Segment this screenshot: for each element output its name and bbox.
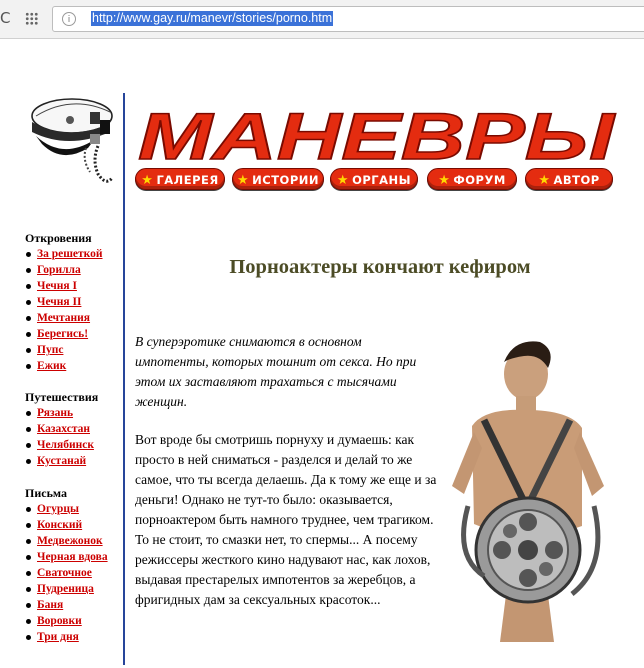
sidebar-link-item [25, 405, 98, 421]
sidebar-divider [123, 93, 125, 665]
url-text[interactable]: http://www.gay.ru/manevr/stories/porno.htm [92, 11, 333, 25]
sidebar-link-item [25, 613, 127, 629]
address-bar[interactable] [52, 6, 644, 32]
sidebar-link[interactable]: Медвежонок [37, 535, 103, 547]
sidebar-link[interactable]: Черная вдова [37, 551, 108, 563]
sidebar-link-item [25, 294, 103, 310]
sidebar-link-item [25, 629, 127, 645]
sidebar-link-item [25, 533, 127, 549]
article-photo [444, 336, 616, 642]
star-icon: ★ [438, 173, 451, 188]
sidebar-link[interactable]: Рязань [37, 407, 74, 419]
star-icon: ★ [538, 173, 551, 188]
sidebar-link[interactable]: За решеткой [37, 248, 103, 260]
sidebar-link-item [25, 421, 98, 437]
nav-button-label: ИСТОРИИ [252, 173, 320, 187]
sidebar-link-item [25, 597, 127, 613]
sidebar-link[interactable]: Сваточное [37, 567, 92, 579]
star-icon: ★ [236, 173, 250, 188]
sidebar-link[interactable]: Пупс [37, 344, 64, 356]
sidebar-link[interactable]: Воровки [37, 615, 82, 627]
apps-grid-icon[interactable] [25, 12, 38, 25]
sidebar-link[interactable]: Пудреница [37, 583, 94, 595]
nav-button-gallery[interactable] [135, 168, 225, 190]
sidebar-link[interactable]: Три дня [37, 631, 79, 643]
sidebar-link[interactable]: Берегись! [37, 328, 89, 340]
star-icon: ★ [336, 173, 350, 188]
sidebar-link-item [25, 262, 103, 278]
officer-cap-logo [24, 90, 116, 190]
nav-button-forum[interactable] [427, 168, 517, 190]
sidebar-link-item [25, 342, 103, 358]
nav-button-organs[interactable] [330, 168, 418, 190]
star-icon: ★ [141, 173, 154, 188]
main-nav [135, 168, 615, 192]
nav-button-label: ГАЛЕРЕЯ [156, 173, 219, 187]
nav-button-label: ФОРУМ [453, 173, 506, 187]
logo-text: МАНЕВРЫ [138, 104, 617, 166]
sidebar-link[interactable]: Мечтания [37, 312, 91, 324]
article-intro: В суперэротике снимаются в основном импотенты, которых тошнит от секса. Но при этом их заставляют трахаться с тысячами женщин. [135, 334, 417, 409]
sidebar-section-revelations [25, 231, 103, 374]
sidebar-link-item [25, 437, 98, 453]
sidebar-link-item [25, 581, 127, 597]
sidebar-link-item [25, 501, 127, 517]
site-logo[interactable] [135, 104, 617, 166]
nav-button-label: ОРГАНЫ [352, 173, 412, 187]
sidebar-link-item [25, 358, 103, 374]
article-headline: Порноактеры кончают кефиром [229, 256, 531, 278]
sidebar-link[interactable]: Огурцы [37, 503, 79, 515]
sidebar-link-item [25, 310, 103, 326]
sidebar-link[interactable]: Кустанай [37, 455, 87, 467]
reload-icon[interactable]: C [0, 9, 11, 27]
article-body: Вот вроде бы смотришь порнуху и думаешь: как просто в ней сниматься - разделся и делай то же самое, что ты всегда делаешь. Да к тому же еще и за деньги! Однако не тут-то было: оказывается, порноактером быть намного труднее, чем трагиком. То не стоит, то смазки нет, то спермы... А посему режиссеры жесткого кино надувают нас, как лохов, выдавая престарелых импотентов за жеребцов, а фригидных дам за сексуальных красоток... [135, 432, 437, 607]
sidebar-section-title: Откровения [25, 231, 92, 245]
sidebar-link-item [25, 517, 127, 533]
sidebar-section-letters [25, 486, 127, 645]
sidebar-section-travels [25, 390, 98, 469]
sidebar-link[interactable]: Чечня II [37, 296, 82, 308]
sidebar-link-item [25, 278, 103, 294]
sidebar-link[interactable]: Баня [37, 599, 64, 611]
sidebar-link-item [25, 565, 127, 581]
page-info-icon[interactable]: i [62, 12, 76, 26]
sidebar-link-item [25, 453, 98, 469]
sidebar-section-title: Путешествия [25, 390, 99, 404]
sidebar-link[interactable]: Ежик [37, 360, 67, 372]
sidebar-link-item [25, 246, 103, 262]
sidebar-link[interactable]: Казахстан [37, 423, 90, 435]
sidebar-link[interactable]: Горилла [37, 264, 81, 276]
sidebar-link[interactable]: Чечня I [37, 280, 77, 292]
nav-button-label: АВТОР [553, 173, 600, 187]
nav-button-stories[interactable] [232, 168, 324, 190]
nav-button-author[interactable] [525, 168, 613, 190]
sidebar-link[interactable]: Конский [37, 519, 83, 531]
sidebar-link-item [25, 326, 103, 342]
sidebar-section-title: Письма [25, 486, 68, 500]
sidebar-link[interactable]: Челябинск [37, 439, 94, 451]
browser-toolbar [0, 0, 644, 39]
sidebar-link-item [25, 549, 127, 565]
